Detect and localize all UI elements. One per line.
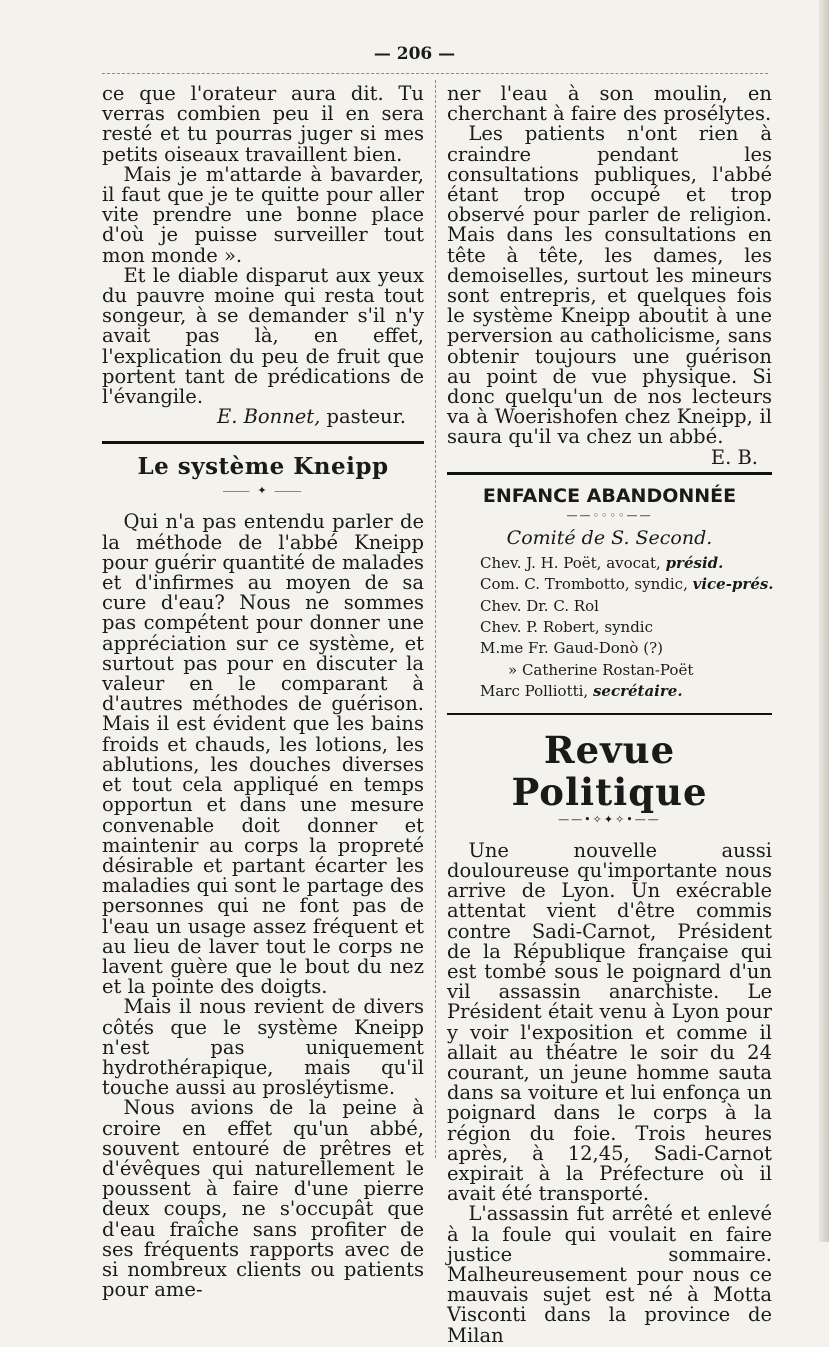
page-number: — 206 — (373, 44, 456, 64)
paragraph: Les patients n'ont rien à craindre pendant les consultations publiques, l'abbé étant trop occupé et trop observé pour parler de religion. Mais dans les consultations en tête à tête, les dames, les demoiselles, surtout les mineurs sont entrepris, et quelques fois le système Kneipp aboutit à une perversion au catholicisme, sans obtenir toujours une guérison au point de vue physique. Si donc quelqu'un de nos lecteurs va à Woerishofen chez Kneipp, il saura qu'il va chez un abbé. (447, 122, 772, 449)
section-title-kneipp: Le système Kneipp (137, 453, 389, 481)
article-signature: E. B. (710, 445, 758, 469)
page-edge-shadow (819, 0, 829, 1242)
member-line: Com. C. Trombotto, syndic, vice-prés. (480, 575, 774, 594)
signature-role: pasteur. (320, 405, 406, 429)
ornament: ⸻ ✦ ⸻ (222, 484, 304, 498)
section-rule (447, 713, 772, 715)
paragraph: Nous avions de la peine à croire en effet qu'un abbé, souvent entouré de prêtres et d'évêques qui naturellement le poussent à faire d'une pierre deux coups, ne s'occupât que d'eau fraîche sans profiter de ses fréquents rapports avec de si nombreux clients ou patients pour ame- (102, 1096, 424, 1302)
section-title-enfance: ENFANCE ABANDONNÉE (482, 484, 737, 507)
member-line: Chev. J. H. Poët, avocat, présid. (480, 553, 724, 572)
committee-title: Comité de S. Second. (506, 526, 713, 549)
paragraph: L'assassin fut arrêté et enlevé à la foule qui voulait en faire justice sommaire. Malheureusement pour nous ce mauvais sujet est né à Motta Visconti dans la province de Milan (447, 1202, 772, 1347)
member-line: Marc Polliotti, secrétaire. (480, 682, 683, 701)
member-line: Chev. Dr. C. Rol (480, 596, 599, 615)
section-rule (447, 472, 772, 475)
member-line: Chev. P. Robert, syndic (480, 618, 654, 637)
paragraph: Qui n'a pas entendu parler de la méthode de l'abbé Kneipp pour guérir quantité de malades et d'infirmes au moyen de sa cure d'eau? Nous ne sommes pas compétent pour donner une appréciation sur ce système, et surtout pas pour en discuter la valeur en le comparant à d'autres méthodes de guérison. Mais il est évident que les bains froids et chauds, les lotions, les ablutions, les douches diverses et tout cela appliqué en temps opportun et dans une mesure convenable doit donner et maintenir au corps la propreté désirable et partant écarter les maladies qui sont le partage des personnes qui ne font pas de l'eau un usage assez fréquent et au lieu de laver tout le corps ne lavent guère que le bout du nez et la pointe des doigts. (102, 510, 424, 999)
section-title-revue: Revue Politique (511, 727, 708, 814)
member-line: » Catherine Rostan-Poët (508, 660, 694, 679)
ornament: ——•✧✦✧•—— (558, 812, 661, 826)
member-line: M.me Fr. Gaud-Donò (?) (480, 639, 663, 658)
signature-name: E. Bonnet, (216, 405, 321, 429)
left-column (102, 84, 424, 1300)
right-column (447, 84, 772, 1346)
ornament: ——◦◦◦◦—— (566, 508, 653, 522)
paragraph: Une nouvelle aussi douloureuse qu'importante nous arrive de Lyon. Un exécrable attentat vient d'être commis contre Sadi-Carnot, Président de la République française qui est tombé sous le poignard d'un vil assassin anarchiste. Le Président était venu à Lyon pour y voir l'exposition et comme il allait au théatre le soir du 24 courant, un jeune homme sauta dans sa voiture et lui enfonça un poignard dans le corps à la région du foie. Trois heures après, à 12,45, Sadi-Carnot expirait à la Préfecture où il avait été transporté. (447, 838, 772, 1206)
column-divider (435, 80, 436, 1158)
committee-members (447, 553, 772, 703)
paragraph: ner l'eau à son moulin, en cherchant à faire des prosélytes. (447, 82, 772, 126)
paragraph: Mais je m'attarde à bavarder, il faut que je te quitte pour aller vite prendre une bonne place d'où je puisse surveiller tout mon monde ». (102, 162, 424, 267)
paragraph: Mais il nous revient de divers côtés que le système Kneipp n'est pas uniquement hydrothérapique, mais qu'il touche aussi au prosléytisme. (102, 995, 424, 1100)
header-rule (102, 73, 768, 74)
paragraph: ce que l'orateur aura dit. Tu verras combien peu il en sera resté et tu pourras juger si mes petits oiseaux travaillent bien. (102, 82, 424, 166)
paragraph: Et le diable disparut aux yeux du pauvre moine qui resta tout songeur, à se demander s'il n'y avait pas là, en effet, l'explication du peu de fruit que portent tant de prédications de l'évangile. (102, 263, 424, 409)
article-signature (102, 407, 424, 427)
section-rule (102, 441, 424, 444)
